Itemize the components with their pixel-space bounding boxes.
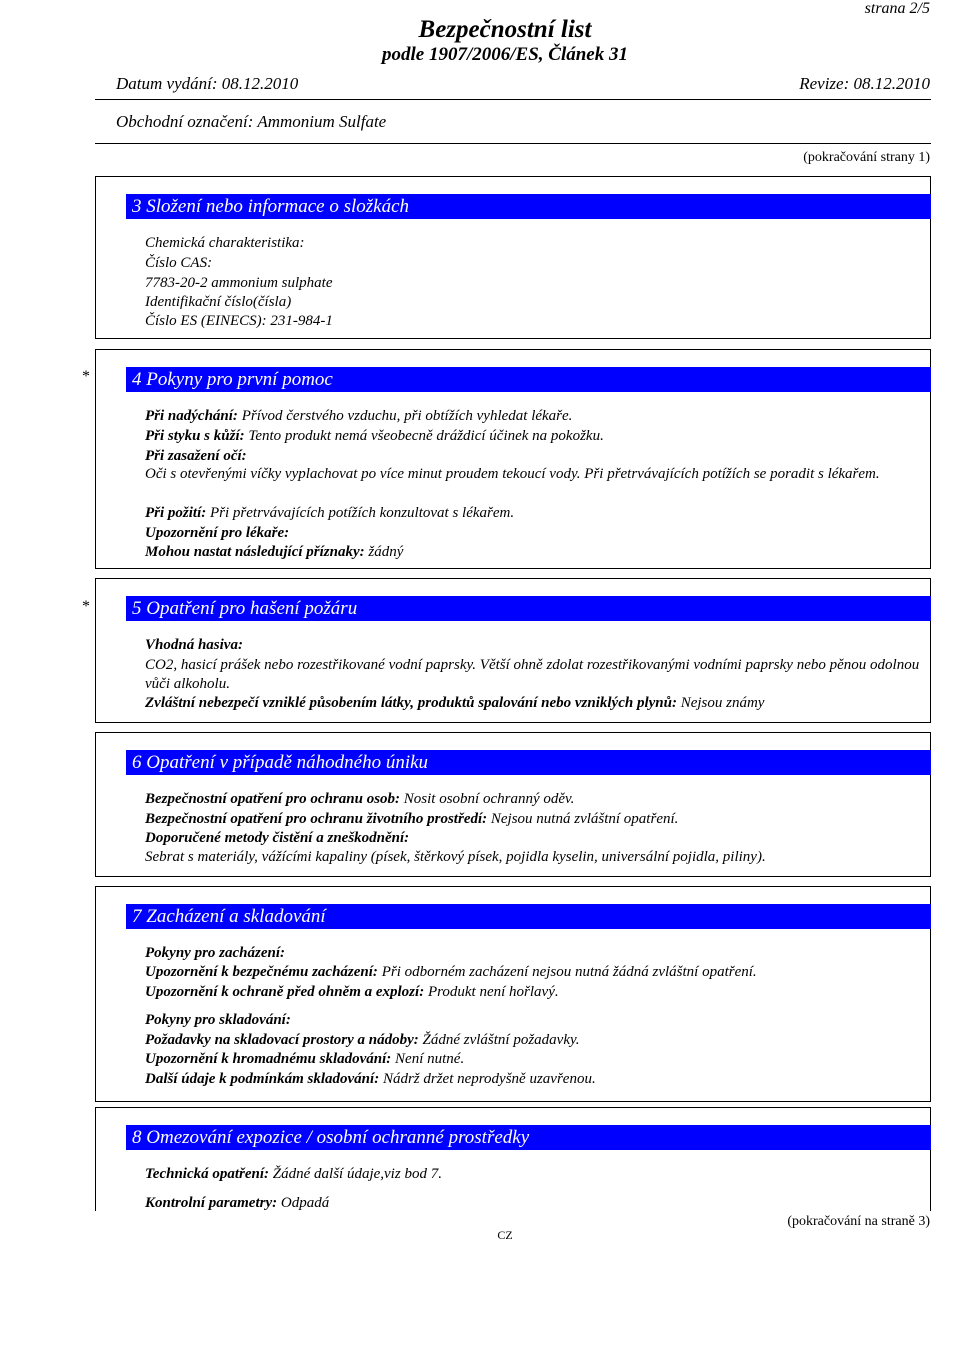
cleanup-text: Sebrat s materiály, vážícími kapaliny (písek, štěrkový písek, pojidla kyselin, universální pojidla, piliny). bbox=[145, 849, 766, 865]
skin-text: Tento produkt nemá všeobecně dráždicí účinek na pokožku. bbox=[248, 428, 604, 444]
header-rule bbox=[95, 99, 931, 100]
hazard-label: Zvláštní nebezpečí vzniklé působením látky, produktů spalování nebo vzniklých plynů: bbox=[145, 695, 677, 711]
handling-heading: Pokyny pro zacházení: bbox=[145, 945, 285, 961]
skin-line bbox=[145, 428, 604, 445]
control-text: Odpadá bbox=[280, 1195, 330, 1211]
personal-line bbox=[145, 791, 574, 808]
section-4-change-marker: * bbox=[82, 368, 90, 385]
joint-storage-label: Upozornění k hromadnému skladování: bbox=[145, 1051, 392, 1067]
personal-text: Nosit osobní ochranný oděv. bbox=[403, 791, 575, 807]
einecs-number: Číslo ES (EINECS): 231-984-1 bbox=[145, 313, 333, 329]
fire-protection-label: Upozornění k ochraně před ohněm a explozí: bbox=[145, 984, 425, 1000]
storage-req-text: Žádné zvláštní požadavky. bbox=[422, 1032, 580, 1048]
inhalation-label: Při nadýchání: bbox=[145, 408, 238, 424]
environment-text: Nejsou nutná zvláštní opatření. bbox=[490, 811, 679, 827]
doctor-note-label: Upozornění pro lékaře: bbox=[145, 525, 290, 541]
cas-label: Číslo CAS: bbox=[145, 255, 213, 271]
hazard-line bbox=[145, 695, 764, 712]
issue-date: Datum vydání: 08.12.2010 bbox=[116, 74, 299, 93]
technical-line bbox=[145, 1166, 442, 1183]
technical-text: Žádné další údaje,viz bod 7. bbox=[272, 1166, 442, 1182]
section-6-title: 6 Opatření v případě náhodného úniku bbox=[126, 750, 931, 775]
document-subtitle: podle 1907/2006/ES, Článek 31 bbox=[382, 44, 628, 65]
page-number: strana 2/5 bbox=[864, 0, 930, 17]
symptoms-line bbox=[145, 544, 403, 561]
continued-on: (pokračování na straně 3) bbox=[787, 1214, 930, 1229]
control-label: Kontrolní parametry: bbox=[145, 1195, 278, 1211]
joint-storage-line bbox=[145, 1051, 464, 1068]
safe-handling-label: Upozornění k bezpečnému zacházení: bbox=[145, 964, 378, 980]
ingestion-line bbox=[145, 505, 514, 522]
ingestion-text: Při přetrvávajících potížích konzultovat s lékařem. bbox=[210, 505, 515, 521]
section-7 bbox=[95, 886, 931, 1102]
media-label: Vhodná hasiva: bbox=[145, 637, 243, 653]
eye-label: Při zasažení očí: bbox=[145, 448, 247, 464]
cleanup-label: Doporučené metody čistění a zneškodnění: bbox=[145, 830, 410, 846]
trade-name: Obchodní označení: Ammonium Sulfate bbox=[116, 112, 387, 131]
inhalation-text: Přívod čerstvého vzduchu, při obtížích vyhledat lékaře. bbox=[241, 408, 573, 424]
country-code: CZ bbox=[497, 1228, 513, 1242]
section-8-title: 8 Omezování expozice / osobní ochranné prostředky bbox=[126, 1125, 931, 1150]
section-5 bbox=[95, 578, 931, 723]
document-title: Bezpečnostní list bbox=[418, 16, 592, 43]
section-4-title: 4 Pokyny pro první pomoc bbox=[126, 367, 931, 392]
chem-char-label: Chemická charakteristika: bbox=[145, 235, 305, 251]
section-5-title: 5 Opatření pro hašení požáru bbox=[126, 596, 931, 621]
hazard-text: Nejsou známy bbox=[680, 695, 765, 711]
more-storage-label: Další údaje k podmínkám skladování: bbox=[145, 1071, 380, 1087]
storage-req-line bbox=[145, 1032, 580, 1049]
safe-handling-text: Při odborném zacházení nejsou nutná žádná zvláštní opatření. bbox=[381, 964, 757, 980]
trade-rule bbox=[95, 143, 931, 144]
skin-label: Při styku s kůží: bbox=[145, 428, 245, 444]
cas-value: 7783-20-2 ammonium sulphate bbox=[145, 275, 333, 291]
continued-from: (pokračování strany 1) bbox=[803, 150, 930, 165]
joint-storage-text: Není nutné. bbox=[395, 1051, 465, 1067]
personal-label: Bezpečnostní opatření pro ochranu osob: bbox=[145, 791, 401, 807]
revision-date: Revize: 08.12.2010 bbox=[799, 74, 930, 93]
section-8 bbox=[95, 1107, 931, 1211]
technical-label: Technická opatření: bbox=[145, 1166, 270, 1182]
inhalation-line bbox=[145, 408, 572, 425]
symptoms-text: žádný bbox=[368, 544, 404, 560]
more-storage-line bbox=[145, 1071, 596, 1088]
fire-protection-line bbox=[145, 984, 559, 1001]
environment-line bbox=[145, 811, 678, 828]
storage-req-label: Požadavky na skladovací prostory a nádoby: bbox=[145, 1032, 419, 1048]
ingestion-label: Při požití: bbox=[145, 505, 207, 521]
media-text: CO2, hasicí prášek nebo rozestřikované vodní paprsky. Větší ohně zdolat rozestřikovanými vodními paprsky nebo pěnou odolnou vůči alkoholu. bbox=[145, 657, 920, 692]
section-5-change-marker: * bbox=[82, 598, 90, 615]
eye-text: Oči s otevřenými víčky vyplachovat po více minut proudem tekoucí vody. Při přetrvávajících potížích se poradit s lékařem. bbox=[145, 466, 880, 482]
section-7-title: 7 Zacházení a skladování bbox=[126, 904, 931, 929]
section-3-title: 3 Složení nebo informace o složkách bbox=[126, 194, 931, 219]
section-6 bbox=[95, 732, 931, 877]
storage-heading: Pokyny pro skladování: bbox=[145, 1012, 291, 1028]
id-numbers-label: Identifikační číslo(čísla) bbox=[145, 294, 292, 310]
fire-protection-text: Produkt není hořlavý. bbox=[427, 984, 559, 1000]
symptoms-label: Mohou nastat následující příznaky: bbox=[145, 544, 365, 560]
control-line bbox=[145, 1195, 329, 1212]
section-3 bbox=[95, 176, 931, 339]
environment-label: Bezpečnostní opatření pro ochranu životního prostředí: bbox=[145, 811, 488, 827]
more-storage-text: Nádrž držet neprodyšně uzavřenou. bbox=[382, 1071, 596, 1087]
safe-handling-line bbox=[145, 964, 757, 981]
section-4 bbox=[95, 349, 931, 569]
